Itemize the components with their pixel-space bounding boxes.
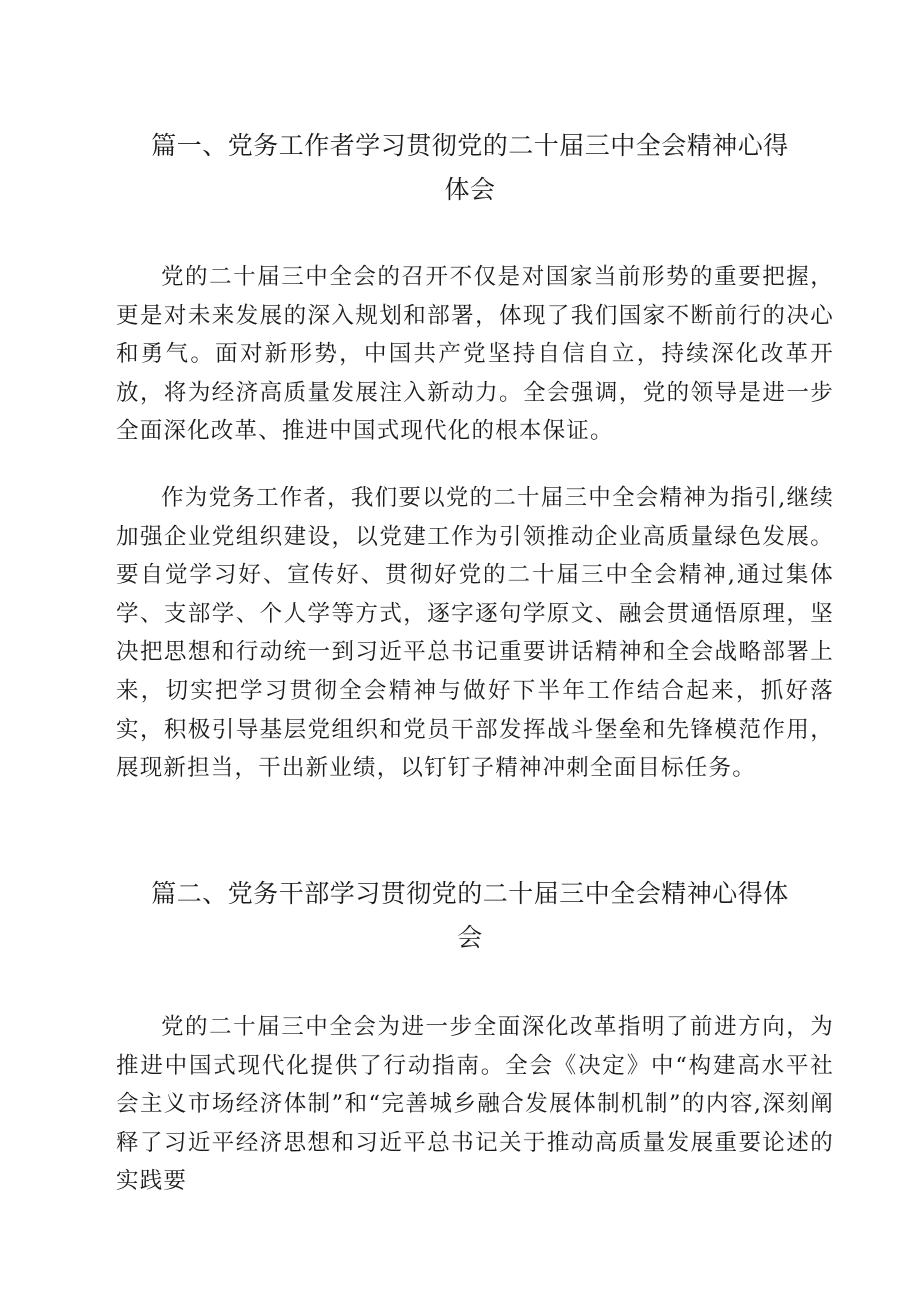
section-2-paragraph-1: 党的二十届三中全会为进一步全面深化改革指明了前进方向，为推进中国式现代化提供了行动指南。全会《决定》中“构建高水平社会主义市场经济体制”和“完善城乡融合发展体制机制”的内容,深刻阐释了习近平经济思想和习近平总书记关于推动高质量发展重要论述的实践要 bbox=[116, 1014, 834, 1195]
section-1-paragraph-1: 党的二十届三中全会的召开不仅是对国家当前形势的重要把握，更是对未来发展的深入规划和部署，体现了我们国家不断前行的决心和勇气。面对新形势，中国共产党坚持自信自立，持续深化改革开放，将为经济高质量发展注入新动力。全会强调，党的领导是进一步全面深化改革、推进中国式现代化的根本保证。 bbox=[116, 264, 834, 445]
section-2-title: 篇二、党务干部学习贯彻党的二十届三中全会精神心得体会 bbox=[151, 879, 789, 952]
section-1-paragraph-2: 作为党务工作者，我们要以党的二十届三中全会精神为指引,继续加强企业党组织建设，以党建工作为引领推动企业高质量绿色发展。要自觉学习好、宣传好、贯彻好党的二十届三中全会精神,通过集体学、支部学、个人学等方式，逐字逐句学原文、融会贯通悟原理，坚决把思想和行动统一到习近平总书记重要讲话精神和全会战略部署上来，切实把学习贯彻全会精神与做好下半年工作结合起来，抓好落实，积极引导基层党组织和党员干部发挥战斗堡垒和先锋模范作用，展现新担当，干出新业绩，以钉钉子精神冲刺全面目标任务。 bbox=[116, 485, 834, 782]
section-1-title: 篇一、党务工作者学习贯彻党的二十届三中全会精神心得体会 bbox=[151, 131, 789, 204]
